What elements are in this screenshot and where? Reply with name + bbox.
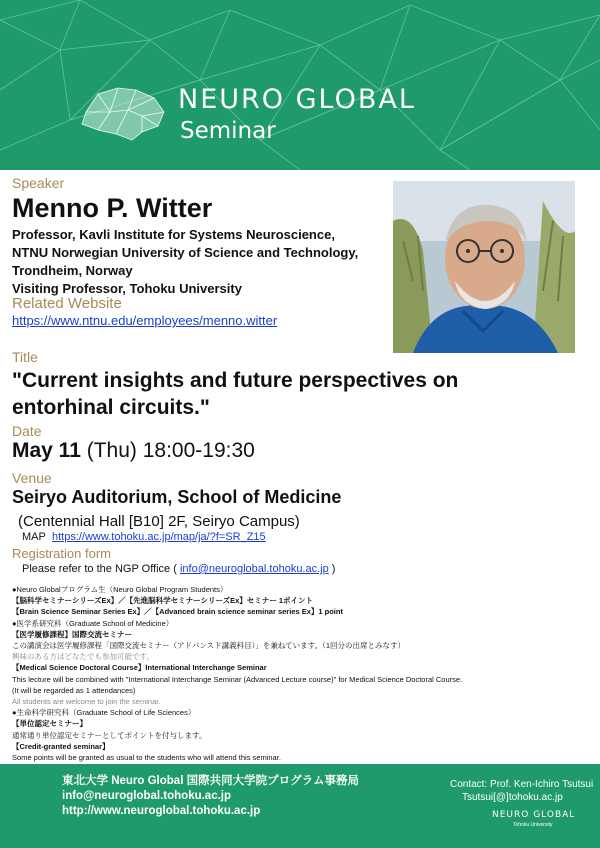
- note-line: ●医学系研究科（Graduate School of Medicine）: [12, 618, 174, 628]
- speaker-photo: [393, 181, 575, 353]
- note-line: 通常通り単位認定セミナーとしてポイントを付与します。: [12, 730, 207, 740]
- note-line: この講演会は医学履修課程「国際交流セミナー（アドバンスド講義科目）」を兼ねています。（1回分の出席とみなす）: [12, 641, 406, 651]
- note-line: 【医学履修課程】国際交流セミナー: [12, 629, 132, 639]
- title-label: Title: [12, 349, 38, 365]
- note-line: ●生命科学研究科（Graduate School of Life Sciences）: [12, 708, 196, 718]
- notes-block: [12, 584, 592, 763]
- note-line: Some points will be granted as usual to the students who will attend this seminar.: [12, 753, 281, 763]
- talk-title: [12, 367, 458, 421]
- brain-logo-icon: [76, 82, 168, 144]
- date-main: May 11: [12, 439, 81, 462]
- venue-name: Seiryo Auditorium, School of Medicine: [12, 487, 342, 507]
- note-line: 【脳科学セミナーシリーズEx】／【先進脳科学セミナーシリーズEx】セミナー 1ポイント: [12, 596, 314, 606]
- affiliation-line: Visiting Professor, Tohoku University: [12, 281, 242, 296]
- date-time: 18:00-19:30: [142, 439, 255, 462]
- footer-banner: [0, 764, 600, 848]
- note-line: 【Credit-granted seminar】: [12, 741, 110, 751]
- talk-title-line: "Current insights and future perspectives on: [12, 369, 459, 392]
- note-line: (It will be regarded as 1 attendances): [12, 685, 136, 695]
- contact-info: [450, 778, 593, 804]
- header-banner: [0, 0, 600, 170]
- office-name: 東北大学 Neuro Global 国際共同大学院プログラム事務局: [62, 775, 359, 787]
- note-line: 興味のある方はどなたでも参加可能です。: [12, 652, 154, 662]
- reg-close: ): [328, 563, 336, 575]
- affiliation-line: Trondheim, Norway: [12, 263, 133, 278]
- note-line: 【Brain Science Seminar Series Ex】／【Advanced brain science seminar series Ex】1 point: [12, 607, 343, 617]
- footer-logo-sub: Tohoku University: [513, 822, 553, 828]
- brand-title: NEURO GLOBAL: [178, 84, 416, 115]
- contact-name: Contact: Prof. Ken-Ichiro Tsutsui: [450, 779, 594, 790]
- speaker-website-link[interactable]: https://www.ntnu.edu/employees/menno.witter: [12, 313, 278, 328]
- affiliation-line: Professor, Kavli Institute for Systems Neuroscience,: [12, 227, 335, 242]
- venue-label: Venue: [12, 470, 52, 486]
- affiliation-line: NTNU Norwegian University of Science and Technology,: [12, 245, 359, 260]
- map-line: [22, 531, 266, 543]
- reg-text: Please refer to the NGP Office (: [22, 563, 180, 575]
- note-line: ●Neuro Globalプログラム生（Neuro Global Program Students）: [12, 585, 228, 594]
- map-link[interactable]: https://www.tohoku.ac.jp/map/ja/?f=SR_Z15: [51, 531, 266, 543]
- website-label: Related Website: [12, 295, 122, 312]
- note-line: All students are welcome to join the seminar.: [12, 697, 161, 707]
- map-label: MAP: [22, 531, 46, 543]
- office-email[interactable]: info@neuroglobal.tohoku.ac.jp: [62, 790, 232, 802]
- registration-label: Registration form: [12, 546, 111, 561]
- registration-text: [22, 563, 335, 575]
- date-day: (Thu): [80, 439, 143, 462]
- speaker-label: Speaker: [12, 175, 65, 191]
- note-line: 【単位認定セミナー】: [12, 719, 87, 729]
- contact-email: Tsutsui[@]tohoku.ac.jp: [462, 792, 563, 803]
- footer-logo: NEURO GLOBAL: [492, 810, 576, 820]
- speaker-name: Menno P. Witter: [12, 193, 213, 223]
- date-label: Date: [12, 423, 42, 439]
- speaker-affiliation: [12, 226, 358, 298]
- talk-title-line: entorhinal circuits.": [12, 396, 210, 419]
- talk-date: [12, 439, 255, 463]
- note-line: 【Medical Science Doctoral Course】International Interchange Seminar: [12, 663, 267, 673]
- reg-email-link[interactable]: info@neuroglobal.tohoku.ac.jp: [179, 563, 329, 575]
- note-line: This lecture will be combined with "International Interchange Seminar (Advanced Lecture course)" for Medical Science Doctoral Course.: [12, 674, 463, 684]
- brand-subtitle: Seminar: [180, 118, 276, 144]
- office-url[interactable]: http://www.neuroglobal.tohoku.ac.jp: [62, 805, 261, 817]
- office-info: [62, 774, 359, 819]
- venue-detail: (Centennial Hall [B10] 2F, Seiryo Campus): [18, 513, 300, 530]
